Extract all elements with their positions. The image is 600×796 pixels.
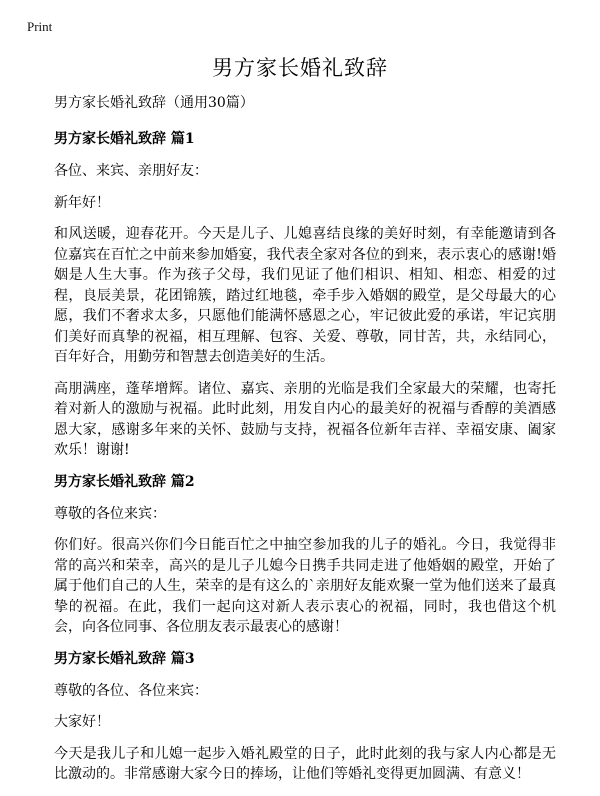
paragraph: 新年好！ <box>54 194 110 211</box>
section-heading: 男方家长婚礼致辞 篇1 <box>54 131 195 147</box>
paragraph: 今天是我儿子和儿媳一起步入婚礼殿堂的日子，此时此刻的我与家人内心都是无比激动的。非常感谢大家今日的捧场，让他们等婚礼变得更加圆满、有意义！ <box>54 745 556 782</box>
paragraph: 大家好！ <box>54 714 110 730</box>
print-label[interactable]: Print <box>27 19 53 34</box>
section-heading: 男方家长婚礼致辞 篇2 <box>54 473 195 490</box>
section-heading: 男方家长婚礼致辞 篇3 <box>54 650 195 667</box>
document-body <box>54 93 556 796</box>
paragraph: 尊敬的各位、各位来宾： <box>54 682 208 699</box>
page-title: 男方家长婚礼致辞 <box>212 56 388 80</box>
paragraph: 尊敬的各位来宾： <box>54 505 166 522</box>
document-subtitle: 男方家长婚礼致辞（通用30篇） <box>54 95 254 111</box>
paragraph: 高朋满座，蓬荜增辉。诸位、嘉宾、亲朋的光临是我们全家最大的荣耀，也寄托着对新人的激励与祝福。此时此刻，用发自内心的最美好的祝福与香醇的美酒感恩大家，感谢多年来的关怀、鼓励与支持，祝福各位新年吉祥、幸福安康、阖家欢乐！谢谢! <box>54 380 556 458</box>
paragraph: 和风送暖，迎春花开。今天是儿子、儿媳喜结良缘的美好时刻，有幸能邀请到各位嘉宾在百忙之中前来参加婚宴，我代表全家对各位的到来，表示衷心的感谢!婚姻是人生大事。作为孩子父母，我们见证了他们相识、相知、相恋、相爱的过程，良辰美景，花团锦簇，踏过红地毯，牵手步入婚姻的殿堂，是父母最大的心愿，我们不奢求太多，只愿他们能满怀感恩之心，牢记彼此爱的承诺，牢记宾朋们美好而真挚的祝福，相互理解、包容、关爱、尊敬，同甘苦，共，永结同心，百年好合，用勤劳和智慧去创造美好的生活。 <box>54 226 556 365</box>
paragraph: 各位、来宾、亲朋好友： <box>54 163 208 179</box>
paragraph: 你们好。很高兴你们今日能百忙之中抽空参加我的儿子的婚礼。今日，我觉得非常的高兴和荣幸，高兴的是儿子儿媳今日携手共同走进了他婚姻的殿堂，开始了属于他们自己的人生，荣幸的是有这么的`亲朋好友能欢聚一堂为他们送来了最真挚的祝福。在此，我们一起向这对新人表示衷心的祝福，同时，我也借这个机会，向各位同事、各位朋友表示最衷心的感谢！ <box>54 537 556 635</box>
